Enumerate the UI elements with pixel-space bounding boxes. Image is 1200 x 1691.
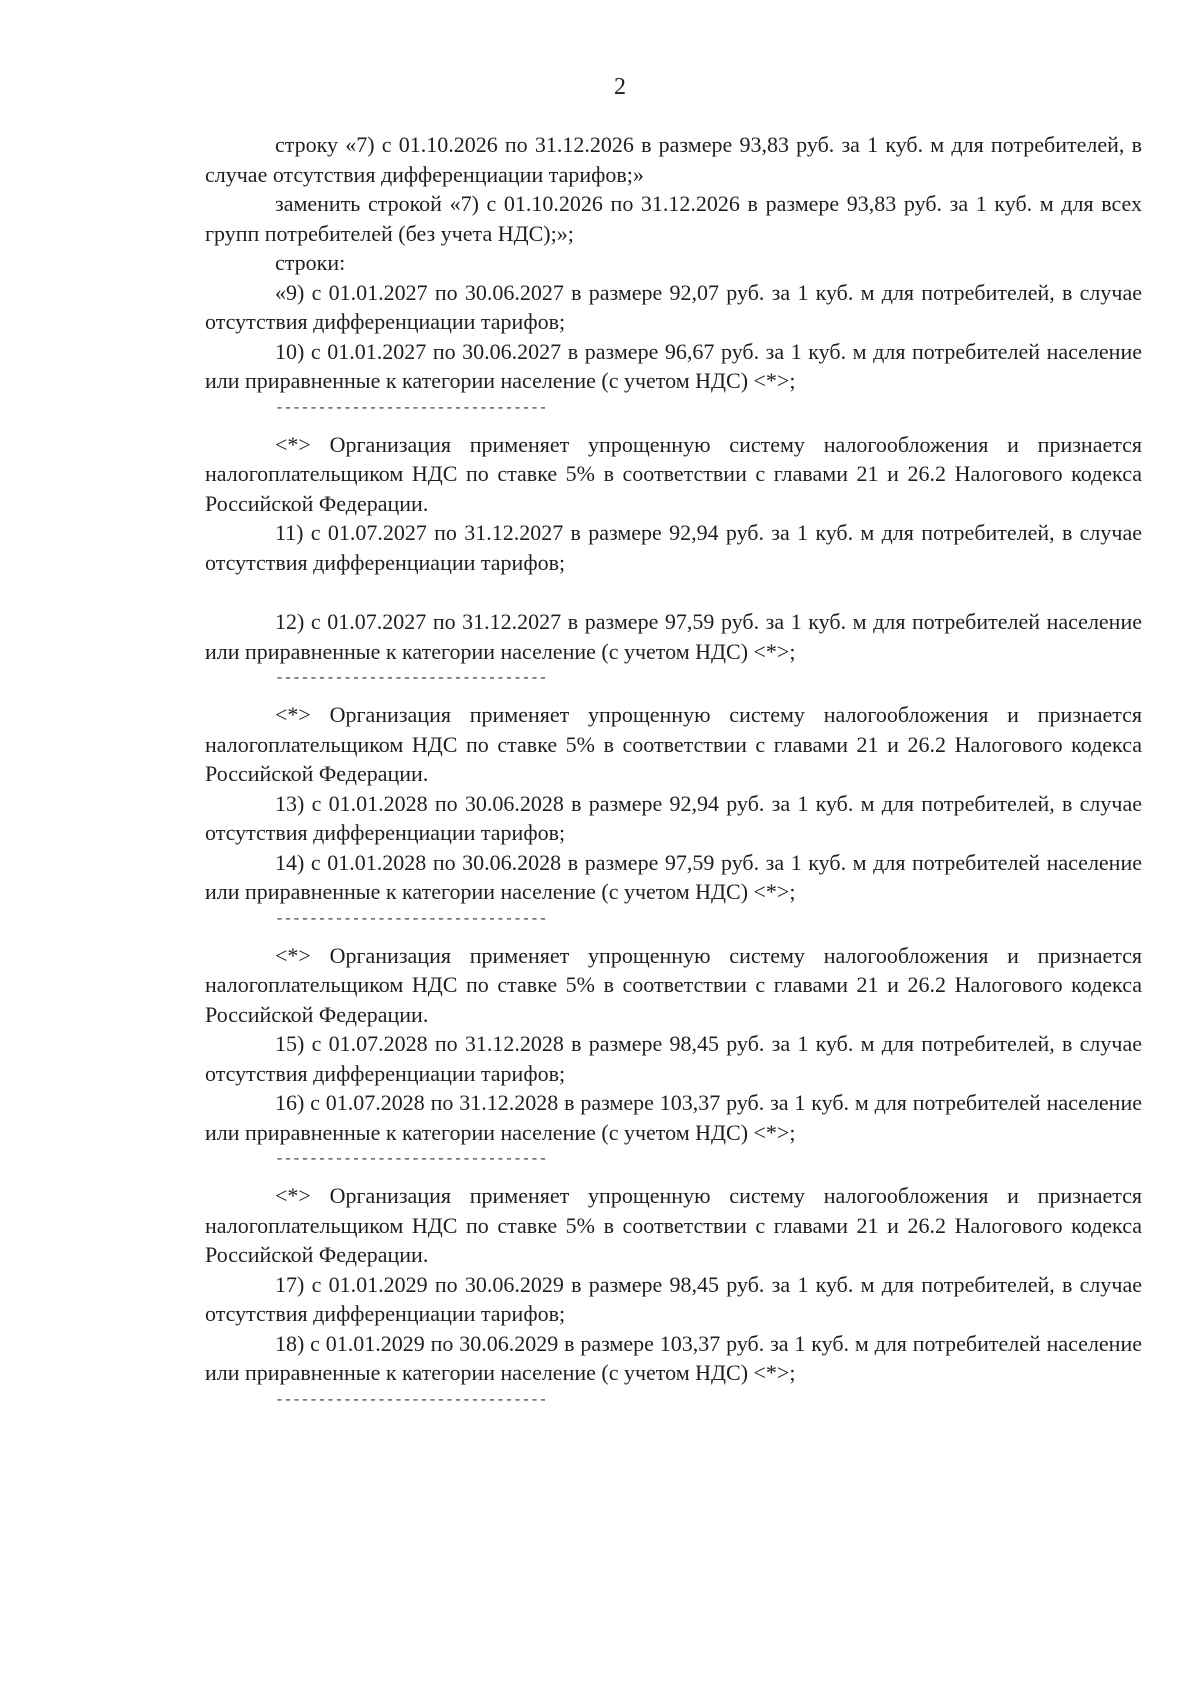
blank-gap [205,577,1142,607]
tariff-item-12: 12) с 01.07.2027 по 31.12.2027 в размере 97,59 руб. за 1 куб. м для потребителей население или приравненные к категории население (с учетом НДС) <*>; [205,609,1142,664]
document-body [205,130,1142,1416]
paragraph-replace-line: строку «7) с 01.10.2026 по 31.12.2026 в размере 93,83 руб. за 1 куб. м для потребителей, в случае отсутствия дифференциации тарифов;» [205,132,1142,187]
footnote-separator: -------------------------------- [275,670,548,687]
paragraph-lines-label: строки: [275,250,346,275]
footnote-separator: -------------------------------- [275,399,548,417]
page-number: 2 [614,74,626,100]
tariff-item-15: 15) с 01.07.2028 по 31.12.2028 в размере 98,45 руб. за 1 куб. м для потребителей, в случае отсутствия дифференциации тарифов; [205,1031,1142,1086]
footnote-separator: -------------------------------- [275,1151,548,1168]
footnote: <*> Организация применяет упрощенную систему налогообложения и признается налогоплательщиком НДС по ставке 5% в соответствии с главами 21 и 26.2 Налогового кодекса Российской Федерации. [205,702,1142,786]
tariff-item-17: 17) с 01.01.2029 по 30.06.2029 в размере 98,45 руб. за 1 куб. м для потребителей, в случае отсутствия дифференциации тарифов; [205,1271,1142,1326]
tariff-item-9: «9) с 01.01.2027 по 30.06.2027 в размере 92,07 руб. за 1 куб. м для потребителей, в случае отсутствия дифференциации тарифов; [205,279,1142,334]
footnote: <*> Организация применяет упрощенную систему налогообложения и признается налогоплательщиком НДС по ставке 5% в соответствии с главами 21 и 26.2 Налогового кодекса Российской Федерации. [205,431,1142,516]
footnote: <*> Организация применяет упрощенную систему налогообложения и признается налогоплательщиком НДС по ставке 5% в соответствии с главами 21 и 26.2 Налогового кодекса Российской Федерации. [205,942,1142,1027]
tariff-item-13: 13) с 01.01.2028 по 30.06.2028 в размере 92,94 руб. за 1 куб. м для потребителей, в случае отсутствия дифференциации тарифов; [205,790,1142,845]
footnote: <*> Организация применяет упрощенную систему налогообложения и признается налогоплательщиком НДС по ставке 5% в соответствии с главами 21 и 26.2 Налогового кодекса Российской Федерации. [205,1183,1142,1267]
tariff-item-16: 16) с 01.07.2028 по 31.12.2028 в размере 103,37 руб. за 1 куб. м для потребителей население или приравненные к категории население (с учетом НДС) <*>; [205,1090,1142,1145]
footnote-separator: -------------------------------- [275,1391,548,1409]
tariff-item-10: 10) с 01.01.2027 по 30.06.2027 в размере 96,67 руб. за 1 куб. м для потребителей население или приравненные к категории население (с учетом НДС) <*>; [205,338,1142,393]
tariff-item-18: 18) с 01.01.2029 по 30.06.2029 в размере 103,37 руб. за 1 куб. м для потребителей население или приравненные к категории население (с учетом НДС) <*>; [205,1330,1142,1385]
footnote-separator: -------------------------------- [275,910,548,928]
tariff-item-14: 14) с 01.01.2028 по 30.06.2028 в размере 97,59 руб. за 1 куб. м для потребителей население или приравненные к категории население (с учетом НДС) <*>; [205,849,1142,904]
tariff-item-11: 11) с 01.07.2027 по 31.12.2027 в размере 92,94 руб. за 1 куб. м для потребителей, в случае отсутствия дифференциации тарифов; [205,520,1142,575]
paragraph-replacement: заменить строкой «7) с 01.10.2026 по 31.12.2026 в размере 93,83 руб. за 1 куб. м для всех групп потребителей (без учета НДС);»; [205,191,1142,246]
